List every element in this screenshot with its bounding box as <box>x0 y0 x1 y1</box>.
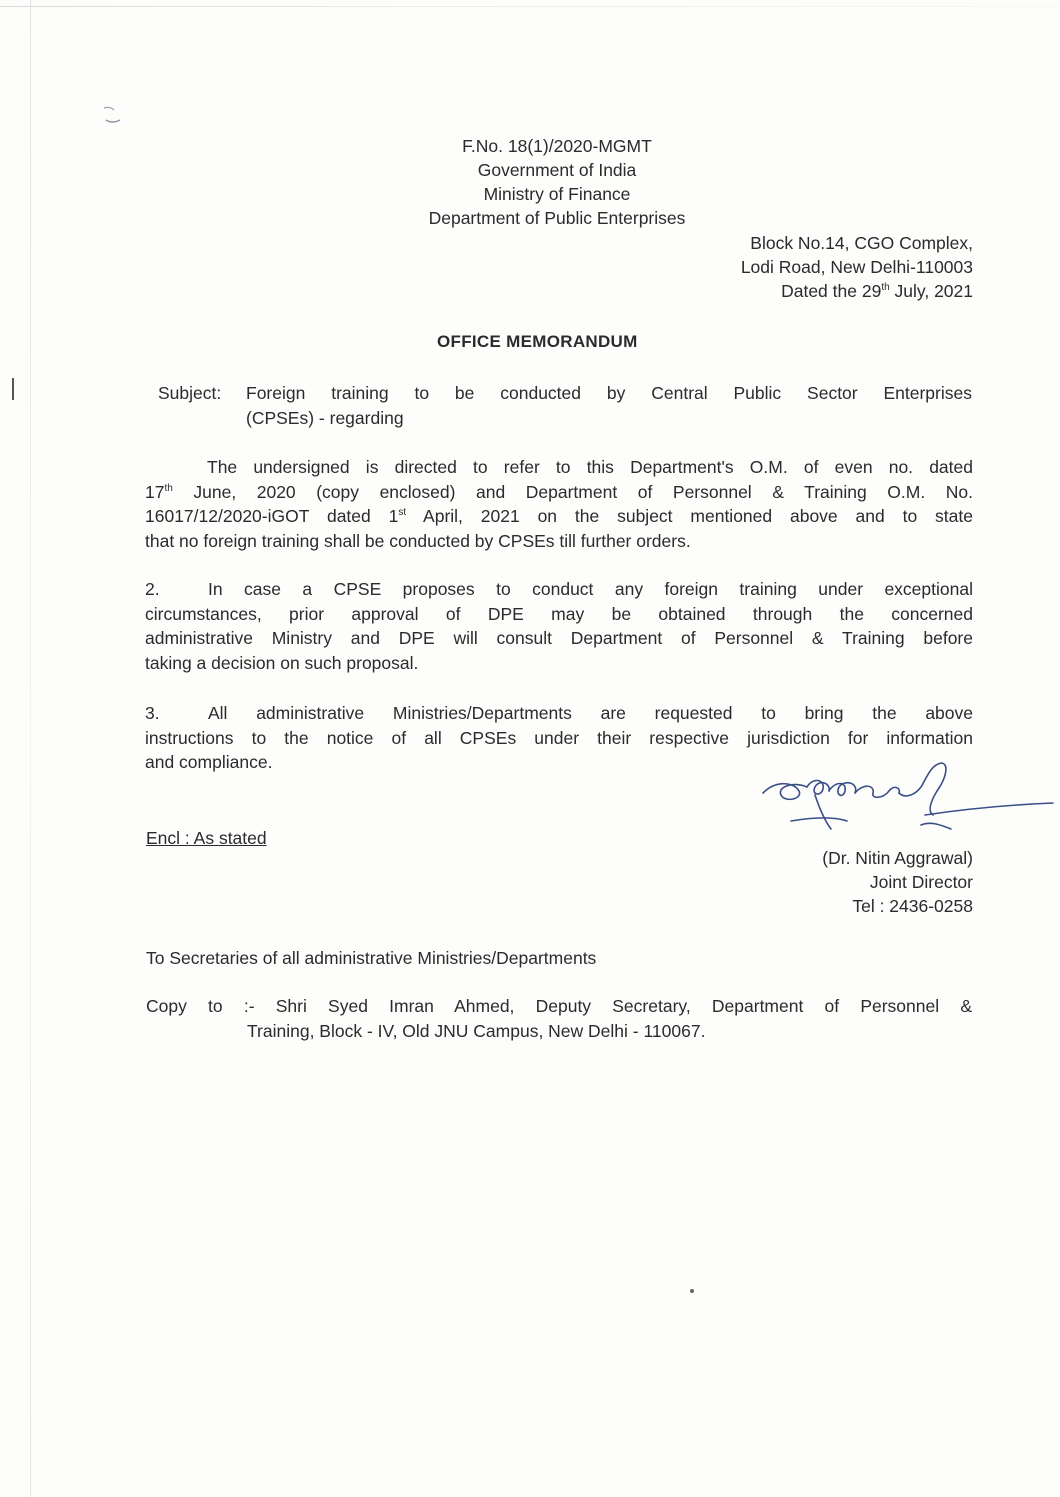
paragraph-2-number: 2. <box>145 579 160 599</box>
paragraph-3-line-1: 3. All administrative Ministries/Departments are requested to bring the above <box>145 701 973 726</box>
paragraph-2-line-3: administrative Ministry and DPE will consult Department of Personnel & Training before <box>145 628 973 648</box>
subject-line-1: Foreign training to be conducted by Central Public Sector Enterprises <box>246 383 972 403</box>
paragraph-1-line-1: The undersigned is directed to refer to this Department's O.M. of even no. dated <box>207 457 973 477</box>
paragraph-3-line-3: and compliance. <box>145 752 273 772</box>
copy-to-line-2: Training, Block - IV, Old JNU Campus, New Delhi - 110067. <box>247 1021 706 1041</box>
paragraph-1-line-2: 17th June, 2020 (copy enclosed) and Department of Personnel & Training O.M. No. <box>145 481 973 502</box>
ministry-name: Ministry of Finance <box>483 184 631 204</box>
government-name: Government of India <box>477 160 637 180</box>
subject-text <box>246 381 972 430</box>
paragraph-3-number: 3. <box>145 703 160 723</box>
file-number: F.No. 18(1)/2020-MGMT <box>462 136 652 156</box>
paragraph-1-line-3: 16017/12/2020-iGOT dated 1st April, 2021 on the subject mentioned above and to state <box>145 506 973 526</box>
addressee-line: To Secretaries of all administrative Ministries/Departments <box>146 948 597 968</box>
scan-edge-top <box>0 6 1060 7</box>
paragraph-2-line-4: taking a decision on such proposal. <box>145 652 419 673</box>
paragraph-1 <box>145 455 973 553</box>
address-line-2: Lodi Road, New Delhi-110003 <box>740 257 973 277</box>
enclosure-note: Encl : As stated <box>146 828 267 848</box>
paragraph-3-line-2: instructions to the notice of all CPSEs under their respective jurisdiction for information <box>145 727 973 748</box>
memo-title: OFFICE MEMORANDUM <box>437 332 638 351</box>
signatory-telephone: Tel : 2436-0258 <box>852 896 973 916</box>
copy-to-line-1: Copy to :- Shri Syed Imran Ahmed, Deputy Secretary, Department of Personnel & <box>146 996 972 1016</box>
paragraph-1-line-4: that no foreign training shall be conducted by CPSEs till further orders. <box>145 530 691 551</box>
address-line-1: Block No.14, CGO Complex, <box>750 233 973 253</box>
department-name: Department of Public Enterprises <box>428 208 686 228</box>
scan-edge-left <box>30 0 31 1497</box>
scan-smudge-mark <box>100 104 124 126</box>
scan-dot-mark <box>688 1287 696 1295</box>
paragraph-2-line-2: circumstances, prior approval of DPE may be obtained through the concerned <box>145 603 973 624</box>
memo-date: Dated the 29th July, 2021 <box>781 281 973 301</box>
signatory-name: (Dr. Nitin Aggrawal) <box>822 848 973 868</box>
subject-label: Subject: <box>158 383 222 403</box>
scan-margin-mark <box>10 376 16 402</box>
signatory-designation: Joint Director <box>869 872 973 892</box>
subject-line-2: (CPSEs) - regarding <box>246 407 404 428</box>
paragraph-2-line-1: 2. In case a CPSE proposes to conduct any foreign training under exceptional <box>145 577 973 602</box>
paragraph-2 <box>145 577 973 675</box>
handwritten-signature <box>755 755 1055 845</box>
